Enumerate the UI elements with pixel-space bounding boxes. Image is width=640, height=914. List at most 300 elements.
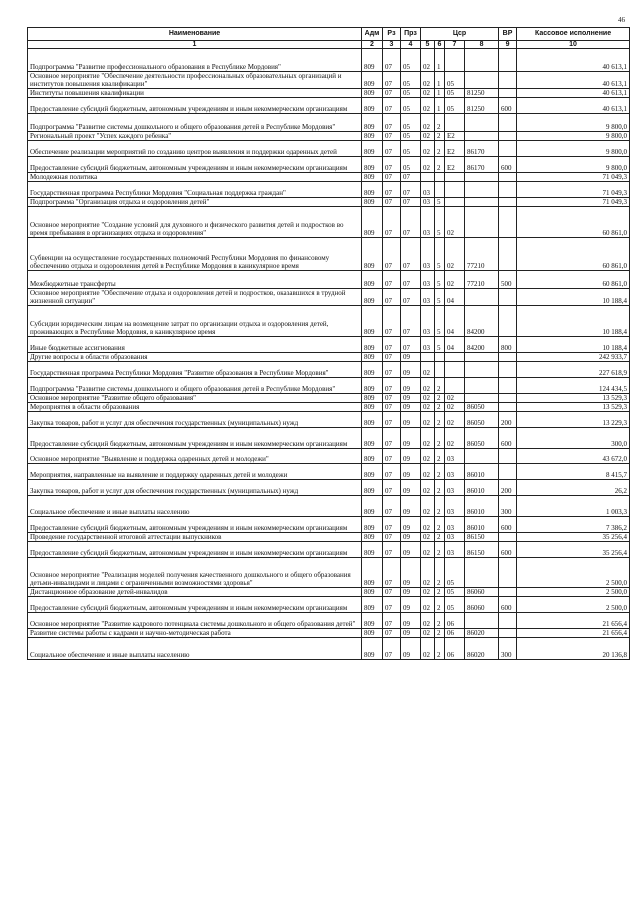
cell-vr <box>499 588 517 597</box>
cell-vr <box>499 629 517 638</box>
cell-csr-subprogram: 2 <box>435 496 445 517</box>
cell-name: Развитие системы работы с кадрами и научно-методическая работа <box>28 629 362 638</box>
cell-vr <box>499 613 517 629</box>
cell-vr <box>499 378 517 394</box>
table-row <box>28 629 630 638</box>
cell-csr-direction <box>465 198 499 207</box>
cell-csr-program: 03 <box>421 182 435 198</box>
cell-csr-direction <box>465 182 499 198</box>
cell-amount: 1 003,3 <box>517 496 630 517</box>
cell-amount: 9 800,0 <box>517 157 630 173</box>
cell-csr-event: 05 <box>445 597 465 613</box>
table-row <box>28 49 630 72</box>
cell-csr-event: 06 <box>445 629 465 638</box>
cell-prz: 07 <box>401 173 421 182</box>
cell-adm: 809 <box>362 517 383 533</box>
cell-csr-event: 04 <box>445 337 465 353</box>
cell-prz: 09 <box>401 449 421 464</box>
cell-rz: 07 <box>383 588 401 597</box>
cell-vr <box>499 403 517 412</box>
cell-csr-subprogram <box>435 362 445 378</box>
cell-csr-program: 02 <box>421 629 435 638</box>
cell-csr-program: 02 <box>421 597 435 613</box>
cell-amount: 2 500,0 <box>517 597 630 613</box>
cell-vr <box>499 182 517 198</box>
cell-adm: 809 <box>362 428 383 449</box>
cell-prz: 05 <box>401 98 421 114</box>
cell-rz: 07 <box>383 98 401 114</box>
cell-adm: 809 <box>362 480 383 496</box>
cell-name: Основное мероприятие "Развитие кадрового потенциала системы дошкольного и общего образования детей" <box>28 613 362 629</box>
cell-prz: 07 <box>401 182 421 198</box>
cell-csr-subprogram: 2 <box>435 613 445 629</box>
table-row <box>28 238 630 271</box>
cell-rz: 07 <box>383 464 401 480</box>
cell-csr-event: 02 <box>445 428 465 449</box>
table-row <box>28 613 630 629</box>
cell-name: Основное мероприятие "Выявление и поддержка одаренных детей и молодежи" <box>28 449 362 464</box>
cell-rz: 07 <box>383 114 401 132</box>
column-number: 3 <box>383 41 401 49</box>
cell-amount: 21 656,4 <box>517 613 630 629</box>
cell-name: Подпрограмма "Развитие системы дошкольного и общего образования детей в Республике Мордовия" <box>28 114 362 132</box>
table-row <box>28 496 630 517</box>
column-number: 8 <box>465 41 499 49</box>
column-number: 10 <box>517 41 630 49</box>
cell-csr-program: 02 <box>421 89 435 98</box>
cell-amount: 9 800,0 <box>517 132 630 141</box>
cell-csr-subprogram: 5 <box>435 306 445 337</box>
cell-csr-event: 05 <box>445 72 465 89</box>
cell-csr-subprogram: 2 <box>435 157 445 173</box>
cell-csr-subprogram: 2 <box>435 428 445 449</box>
cell-vr: 800 <box>499 337 517 353</box>
cell-prz: 09 <box>401 558 421 588</box>
cell-rz: 07 <box>383 378 401 394</box>
cell-csr-program: 02 <box>421 157 435 173</box>
cell-amount: 60 861,0 <box>517 207 630 238</box>
table-row <box>28 207 630 238</box>
cell-rz: 07 <box>383 72 401 89</box>
cell-csr-direction <box>465 207 499 238</box>
cell-csr-subprogram: 2 <box>435 132 445 141</box>
cell-csr-event <box>445 362 465 378</box>
cell-rz: 07 <box>383 533 401 542</box>
cell-name: Субсидии юридическим лицам на возмещение затрат по организации отдыха и оздоровления детей, проживающих в Республике Мордовия, в каникулярное время <box>28 306 362 337</box>
table-row <box>28 517 630 533</box>
column-number-row <box>28 41 630 49</box>
cell-vr <box>499 49 517 72</box>
cell-csr-direction: 77210 <box>465 271 499 289</box>
table-row <box>28 394 630 403</box>
cell-csr-direction <box>465 289 499 306</box>
cell-prz: 05 <box>401 141 421 157</box>
header-rz: Рз <box>383 28 401 41</box>
cell-rz: 07 <box>383 558 401 588</box>
cell-csr-direction <box>465 378 499 394</box>
column-number: 5 <box>421 41 435 49</box>
cell-name: Социальное обеспечение и иные выплаты населению <box>28 638 362 660</box>
column-number: 1 <box>28 41 362 49</box>
cell-vr <box>499 289 517 306</box>
cell-amount: 13 529,3 <box>517 403 630 412</box>
cell-rz: 07 <box>383 629 401 638</box>
cell-rz: 07 <box>383 428 401 449</box>
table-row <box>28 428 630 449</box>
cell-prz: 05 <box>401 89 421 98</box>
cell-name: Подпрограмма "Развитие профессионального образования в Республике Мордовия" <box>28 49 362 72</box>
cell-csr-program: 03 <box>421 289 435 306</box>
cell-amount: 40 613,1 <box>517 72 630 89</box>
cell-name: Основное мероприятие "Развитие общего образования" <box>28 394 362 403</box>
cell-vr <box>499 173 517 182</box>
cell-vr: 600 <box>499 597 517 613</box>
cell-csr-program <box>421 173 435 182</box>
cell-csr-program: 02 <box>421 464 435 480</box>
cell-csr-direction: 86050 <box>465 403 499 412</box>
cell-amount: 2 500,0 <box>517 558 630 588</box>
cell-csr-subprogram: 2 <box>435 558 445 588</box>
cell-csr-subprogram: 2 <box>435 588 445 597</box>
cell-rz: 07 <box>383 289 401 306</box>
cell-adm: 809 <box>362 271 383 289</box>
cell-vr: 500 <box>499 271 517 289</box>
cell-csr-subprogram <box>435 173 445 182</box>
cell-vr <box>499 394 517 403</box>
table-row <box>28 412 630 428</box>
column-number: 6 <box>435 41 445 49</box>
cell-csr-event: 04 <box>445 306 465 337</box>
cell-amount: 71 049,3 <box>517 198 630 207</box>
cell-amount: 60 861,0 <box>517 271 630 289</box>
cell-csr-event: 05 <box>445 98 465 114</box>
cell-csr-program: 02 <box>421 588 435 597</box>
cell-prz: 05 <box>401 157 421 173</box>
cell-amount: 300,0 <box>517 428 630 449</box>
table-row <box>28 141 630 157</box>
table-row <box>28 362 630 378</box>
cell-csr-program: 02 <box>421 72 435 89</box>
cell-rz: 07 <box>383 238 401 271</box>
cell-name: Предоставление субсидий бюджетным, автономным учреждениям и иным некоммерческим организациям <box>28 542 362 558</box>
cell-vr: 600 <box>499 428 517 449</box>
cell-prz: 09 <box>401 597 421 613</box>
cell-adm: 809 <box>362 114 383 132</box>
header-name: Наименование <box>28 28 362 41</box>
cell-csr-direction: 86010 <box>465 496 499 517</box>
cell-csr-event <box>445 114 465 132</box>
cell-amount: 20 136,8 <box>517 638 630 660</box>
table-row <box>28 542 630 558</box>
cell-prz: 09 <box>401 613 421 629</box>
cell-prz: 09 <box>401 412 421 428</box>
cell-name: Проведение государственной итоговой аттестации выпускников <box>28 533 362 542</box>
cell-name: Региональный проект "Успех каждого ребенка" <box>28 132 362 141</box>
cell-rz: 07 <box>383 173 401 182</box>
cell-rz: 07 <box>383 198 401 207</box>
cell-csr-direction: 77210 <box>465 238 499 271</box>
cell-csr-event: 02 <box>445 394 465 403</box>
cell-amount: 35 256,4 <box>517 533 630 542</box>
cell-csr-event: E2 <box>445 141 465 157</box>
cell-csr-subprogram: 2 <box>435 533 445 542</box>
cell-vr: 300 <box>499 638 517 660</box>
cell-prz: 07 <box>401 238 421 271</box>
cell-csr-direction: 86020 <box>465 638 499 660</box>
cell-adm: 809 <box>362 353 383 362</box>
cell-csr-direction <box>465 558 499 588</box>
cell-csr-event: 02 <box>445 271 465 289</box>
cell-adm: 809 <box>362 412 383 428</box>
cell-csr-subprogram: 2 <box>435 141 445 157</box>
cell-amount: 26,2 <box>517 480 630 496</box>
cell-prz: 09 <box>401 542 421 558</box>
cell-name: Государственная программа Республики Мордовия "Развитие образования в Республике Мордовия" <box>28 362 362 378</box>
cell-amount: 9 800,0 <box>517 141 630 157</box>
cell-csr-direction: 86010 <box>465 517 499 533</box>
cell-csr-subprogram: 2 <box>435 378 445 394</box>
cell-csr-event <box>445 182 465 198</box>
cell-amount: 40 613,1 <box>517 89 630 98</box>
cell-vr <box>499 464 517 480</box>
table-row <box>28 306 630 337</box>
cell-csr-event: 03 <box>445 449 465 464</box>
cell-csr-direction: 86170 <box>465 157 499 173</box>
budget-table <box>27 27 630 660</box>
cell-vr <box>499 114 517 132</box>
cell-name: Закупка товаров, работ и услуг для обеспечения государственных (муниципальных) нужд <box>28 480 362 496</box>
table-row <box>28 353 630 362</box>
cell-csr-direction: 81250 <box>465 89 499 98</box>
cell-csr-direction: 86170 <box>465 141 499 157</box>
cell-prz: 09 <box>401 362 421 378</box>
table-row <box>28 289 630 306</box>
column-number: 4 <box>401 41 421 49</box>
cell-name: Основное мероприятие "Создание условий для духовного и физического развития детей и подростков во время пребывания в организациях отдыха и оздоровления" <box>28 207 362 238</box>
column-number: 7 <box>445 41 465 49</box>
cell-csr-program <box>421 353 435 362</box>
header-vr: ВР <box>499 28 517 41</box>
cell-csr-program: 02 <box>421 362 435 378</box>
cell-csr-subprogram: 5 <box>435 198 445 207</box>
cell-csr-subprogram: 2 <box>435 403 445 412</box>
table-row <box>28 132 630 141</box>
cell-rz: 07 <box>383 207 401 238</box>
cell-csr-program: 02 <box>421 638 435 660</box>
cell-vr <box>499 449 517 464</box>
cell-csr-event <box>445 173 465 182</box>
cell-adm: 809 <box>362 132 383 141</box>
cell-adm: 809 <box>362 173 383 182</box>
cell-csr-program: 02 <box>421 114 435 132</box>
cell-adm: 809 <box>362 49 383 72</box>
cell-csr-event: 05 <box>445 588 465 597</box>
table-row <box>28 173 630 182</box>
cell-csr-direction: 81250 <box>465 98 499 114</box>
cell-adm: 809 <box>362 533 383 542</box>
cell-adm: 809 <box>362 588 383 597</box>
cell-csr-program: 02 <box>421 403 435 412</box>
cell-csr-program: 03 <box>421 238 435 271</box>
cell-name: Институты повышения квалификации <box>28 89 362 98</box>
cell-amount: 124 434,5 <box>517 378 630 394</box>
cell-name: Подпрограмма "Организация отдыха и оздоровления детей" <box>28 198 362 207</box>
cell-rz: 07 <box>383 49 401 72</box>
cell-vr: 600 <box>499 517 517 533</box>
cell-amount: 21 656,4 <box>517 629 630 638</box>
cell-csr-event <box>445 353 465 362</box>
cell-adm: 809 <box>362 98 383 114</box>
cell-csr-subprogram: 2 <box>435 638 445 660</box>
header-csr: Цср <box>421 28 499 41</box>
cell-csr-event: 02 <box>445 207 465 238</box>
cell-csr-direction <box>465 72 499 89</box>
cell-csr-program: 02 <box>421 496 435 517</box>
cell-adm: 809 <box>362 449 383 464</box>
cell-adm: 809 <box>362 394 383 403</box>
cell-vr <box>499 141 517 157</box>
cell-rz: 07 <box>383 403 401 412</box>
cell-amount: 242 933,7 <box>517 353 630 362</box>
cell-prz: 07 <box>401 271 421 289</box>
cell-prz: 05 <box>401 132 421 141</box>
cell-adm: 809 <box>362 464 383 480</box>
cell-adm: 809 <box>362 157 383 173</box>
cell-prz: 09 <box>401 394 421 403</box>
cell-name: Предоставление субсидий бюджетным, автономным учреждениям и иным некоммерческим организациям <box>28 597 362 613</box>
cell-name: Предоставление субсидий бюджетным, автономным учреждениям и иным некоммерческим организациям <box>28 98 362 114</box>
cell-csr-program: 02 <box>421 613 435 629</box>
cell-csr-direction <box>465 114 499 132</box>
cell-vr <box>499 362 517 378</box>
cell-csr-event: 03 <box>445 542 465 558</box>
cell-adm: 809 <box>362 378 383 394</box>
cell-csr-subprogram: 2 <box>435 542 445 558</box>
cell-adm: 809 <box>362 362 383 378</box>
cell-csr-subprogram <box>435 182 445 198</box>
cell-csr-direction <box>465 613 499 629</box>
cell-rz: 07 <box>383 597 401 613</box>
cell-csr-event: 03 <box>445 496 465 517</box>
cell-name: Подпрограмма "Развитие системы дошкольного и общего образования детей в Республике Мордовия" <box>28 378 362 394</box>
cell-adm: 809 <box>362 289 383 306</box>
cell-prz: 09 <box>401 378 421 394</box>
cell-prz: 09 <box>401 353 421 362</box>
table-body <box>28 49 630 660</box>
cell-prz: 09 <box>401 638 421 660</box>
cell-adm: 809 <box>362 306 383 337</box>
table-row <box>28 337 630 353</box>
cell-csr-event <box>445 378 465 394</box>
cell-adm: 809 <box>362 558 383 588</box>
cell-csr-direction: 86060 <box>465 597 499 613</box>
cell-csr-direction: 84200 <box>465 306 499 337</box>
cell-rz: 07 <box>383 480 401 496</box>
cell-csr-program: 02 <box>421 480 435 496</box>
cell-csr-subprogram: 2 <box>435 629 445 638</box>
cell-prz: 07 <box>401 306 421 337</box>
table-row <box>28 464 630 480</box>
cell-amount: 35 256,4 <box>517 542 630 558</box>
cell-rz: 07 <box>383 89 401 98</box>
table-row <box>28 114 630 132</box>
cell-amount: 71 049,3 <box>517 173 630 182</box>
cell-csr-event: 04 <box>445 289 465 306</box>
cell-csr-subprogram: 1 <box>435 89 445 98</box>
cell-name: Мероприятия в области образования <box>28 403 362 412</box>
cell-csr-subprogram: 2 <box>435 412 445 428</box>
cell-csr-program: 02 <box>421 449 435 464</box>
cell-prz: 09 <box>401 480 421 496</box>
cell-csr-event <box>445 49 465 72</box>
cell-csr-subprogram: 5 <box>435 271 445 289</box>
cell-adm: 809 <box>362 72 383 89</box>
header-row <box>28 28 630 41</box>
cell-rz: 07 <box>383 613 401 629</box>
cell-csr-event: 03 <box>445 533 465 542</box>
cell-adm: 809 <box>362 403 383 412</box>
cell-csr-program: 02 <box>421 132 435 141</box>
cell-csr-direction <box>465 362 499 378</box>
cell-vr: 600 <box>499 542 517 558</box>
cell-name: Другие вопросы в области образования <box>28 353 362 362</box>
cell-csr-subprogram: 2 <box>435 449 445 464</box>
cell-csr-subprogram: 5 <box>435 337 445 353</box>
cell-prz: 05 <box>401 114 421 132</box>
cell-csr-direction <box>465 132 499 141</box>
table-row <box>28 89 630 98</box>
cell-prz: 07 <box>401 289 421 306</box>
cell-prz: 09 <box>401 428 421 449</box>
table-row <box>28 378 630 394</box>
cell-csr-subprogram: 5 <box>435 289 445 306</box>
cell-vr <box>499 72 517 89</box>
cell-amount: 43 672,0 <box>517 449 630 464</box>
cell-csr-direction: 86010 <box>465 464 499 480</box>
cell-csr-program: 02 <box>421 378 435 394</box>
cell-csr-direction: 86050 <box>465 428 499 449</box>
cell-rz: 07 <box>383 362 401 378</box>
cell-amount: 7 386,2 <box>517 517 630 533</box>
cell-prz: 09 <box>401 588 421 597</box>
table-row <box>28 403 630 412</box>
cell-amount: 9 800,0 <box>517 114 630 132</box>
cell-csr-program: 03 <box>421 271 435 289</box>
cell-csr-subprogram: 5 <box>435 207 445 238</box>
cell-rz: 07 <box>383 182 401 198</box>
cell-csr-program: 02 <box>421 533 435 542</box>
cell-adm: 809 <box>362 182 383 198</box>
cell-amount: 60 861,0 <box>517 238 630 271</box>
cell-name: Предоставление субсидий бюджетным, автономным учреждениям и иным некоммерческим организациям <box>28 428 362 449</box>
cell-amount: 8 415,7 <box>517 464 630 480</box>
cell-amount: 227 618,9 <box>517 362 630 378</box>
cell-prz: 09 <box>401 464 421 480</box>
cell-vr: 300 <box>499 496 517 517</box>
header-adm: Адм <box>362 28 383 41</box>
table-row <box>28 98 630 114</box>
cell-csr-program: 03 <box>421 306 435 337</box>
cell-rz: 07 <box>383 353 401 362</box>
cell-amount: 40 613,1 <box>517 49 630 72</box>
cell-adm: 809 <box>362 89 383 98</box>
cell-adm: 809 <box>362 198 383 207</box>
cell-amount: 2 500,0 <box>517 588 630 597</box>
cell-vr: 600 <box>499 157 517 173</box>
cell-rz: 07 <box>383 394 401 403</box>
cell-vr: 200 <box>499 412 517 428</box>
cell-name: Обеспечение реализации мероприятий по созданию центров выявления и поддержки одаренных детей <box>28 141 362 157</box>
